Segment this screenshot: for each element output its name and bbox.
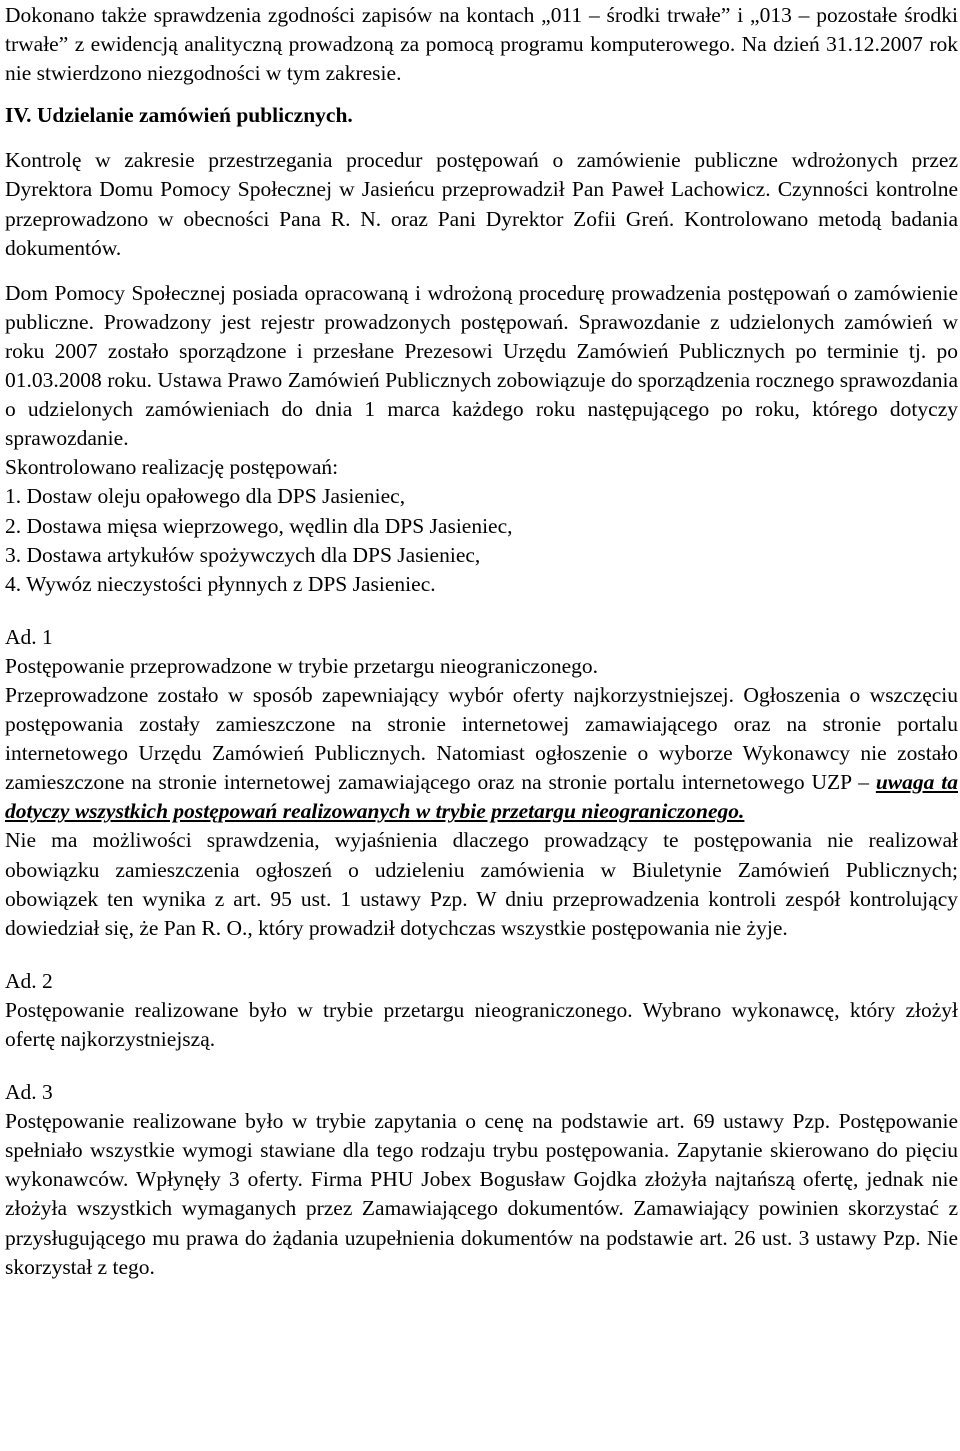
ad1-label: Ad. 1 <box>5 624 53 649</box>
ad1-paragraph <box>5 681 958 826</box>
list-item: 4. Wywóz nieczystości płynnych z DPS Jasieniec. <box>5 571 436 596</box>
ad2-paragraph: Postępowanie realizowane było w trybie przetargu nieograniczonego. Wybrano wykonawcę, który złożył ofertę najkorzystniejszą. <box>5 997 958 1051</box>
procedure-paragraph: Dom Pomocy Społecznej posiada opracowaną i wdrożoną procedurę prowadzenia postępowań o zamówienie publiczne. Prowadzony jest rejestr prowadzonych postępowań. Sprawozdanie z udzielonych zamówień w roku 2007 zostało sporządzone i przesłane Prezesowi Urzędu Zamówień Publicznych po terminie tj. po 01.03.2008 roku. Ustawa Prawo Zamówień Publicznych zobowiązuje do sporządzenia rocznego sprawozdania o udzielonych zamówieniach do dnia 1 marca każdego roku następującego po roku, którego dotyczy sprawozdanie. <box>5 280 958 451</box>
list-item: 1. Dostaw oleju opałowego dla DPS Jasieniec, <box>5 484 406 509</box>
document-page <box>5 0 958 1282</box>
section-heading: IV. Udzielanie zamówień publicznych. <box>5 103 353 128</box>
ad3-paragraph: Postępowanie realizowane było w trybie zapytania o cenę na podstawie art. 69 ustawy Pzp. Postępowanie spełniało wszystkie wymogi stawiane dla tego rodzaju trybu postępowania. Zapytanie skierowano do pięciu wykonawców. Wpłynęły 3 oferty. Firma PHU Jobex Bogusław Gojdka złożyła najtańszą ofertę, jednak nie złożyła wszystkich wymaganych przez Zamawiającego dokumentów. Zamawiający powinien skorzystać z przysługującego mu prawa do żądania uzupełnienia dokumentów na podstawie art. 26 ust. 3 ustawy Pzp. Nie skorzystał z tego. <box>5 1109 958 1279</box>
intro-paragraph: Dokonano także sprawdzenia zgodności zapisów na kontach „011 – środki trwałe” i „013 – pozostałe środki trwałe” z ewidencją analityczną prowadzoną za pomocą programu komputerowego. Na dzień 31.12.2007 rok nie stwierdzono niezgodności w tym zakresie. <box>5 3 958 86</box>
list-item: 2. Dostawa mięsa wieprzowego, wędlin dla DPS Jasieniec, <box>5 513 513 538</box>
ad1-emphasized-note: uwaga ta dotyczy wszystkich postępowań realizowanych w trybie przetargu nieograniczonego. <box>5 770 958 824</box>
ad1-paragraph-2: Nie ma możliwości sprawdzenia, wyjaśnienia dlaczego prowadzący te postępowania nie realizował obowiązku zamieszczenia ogłoszeń o udzieleniu zamówienia w Biuletynie Zamówień Publicznych; obowiązek ten wynika z art. 95 ust. 1 ustawy Pzp. W dniu przeprowadzenia kontroli zespół kontrolujący dowiedział się, że Pan R. O., który prowadził dotychczas wszystkie postępowania nie żyje. <box>5 828 958 940</box>
ad1-body-text: Przeprowadzone zostało w sposób zapewniający wybór oferty najkorzystniejszej. Ogłoszenia o wszczęciu postępowania zostały zamieszczone na stronie internetowej zamawiającego oraz na stronie portalu internetowego Urzędu Zamówień Publicznych. Natomiast ogłoszenie o wyborze Wykonawcy nie zostało zamieszczone na stronie internetowej zamawiającego oraz na stronie portalu internetowego UZP – <box>5 682 958 795</box>
ad3-label: Ad. 3 <box>5 1080 53 1105</box>
ad1-mode-line: Postępowanie przeprowadzone w trybie przetargu nieograniczonego. <box>5 653 599 678</box>
ad2-label: Ad. 2 <box>5 968 53 993</box>
checked-procedures-intro: Skontrolowano realizację postępowań: <box>5 455 339 480</box>
list-item: 3. Dostawa artykułów spożywczych dla DPS Jasieniec, <box>5 542 481 567</box>
control-scope-paragraph: Kontrolę w zakresie przestrzegania procedur postępowań o zamówienie publiczne wdrożonych przez Dyrektora Domu Pomocy Społecznej w Jasieńcu przeprowadził Pan Paweł Lachowicz. Czynności kontrolne przeprowadzono w obecności Pana R. N. oraz Pani Dyrektor Zofii Greń. Kontrolowano metodą badania dokumentów. <box>5 148 958 260</box>
